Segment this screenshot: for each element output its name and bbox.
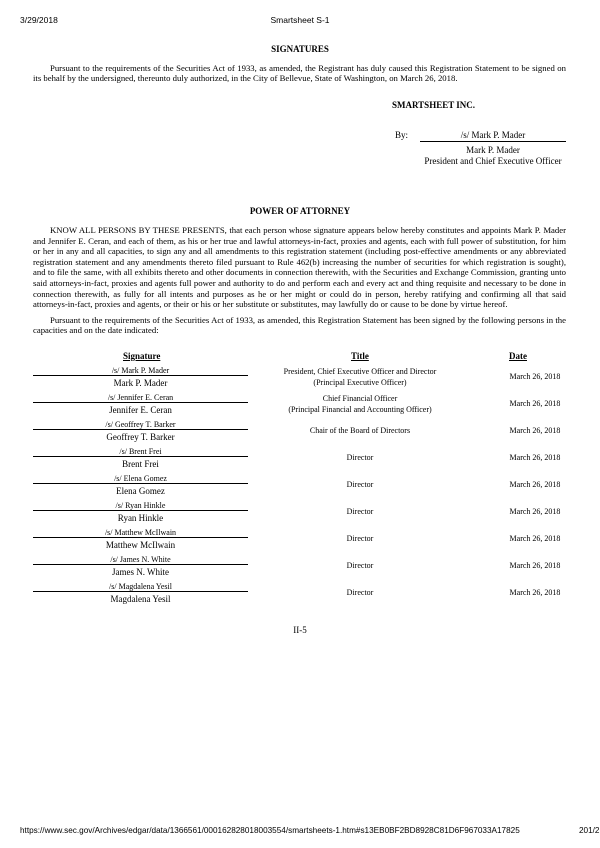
row-signature: /s/ Magdalena Yesil: [109, 582, 172, 591]
print-url[interactable]: https://www.sec.gov/Archives/edgar/data/1366561/000162828018003554/smartsheets-1.htm#s13EB0BF2BD8928C81D6F967033A17825: [20, 826, 520, 835]
row-name: Elena Gomez: [116, 486, 165, 496]
col-header-date: Date: [509, 351, 527, 361]
row-signature: /s/ James N. White: [110, 555, 171, 564]
row-title-line-1: Chair of the Board of Directors: [309, 426, 411, 435]
row-signature-line: [33, 510, 248, 511]
row-date: March 26, 2018: [509, 426, 561, 435]
row-title: [270, 367, 450, 388]
row-date: March 26, 2018: [509, 534, 561, 543]
row-name: Jennifer E. Ceran: [109, 405, 172, 415]
row-date: March 26, 2018: [509, 507, 561, 516]
company-name: SMARTSHEET INC.: [392, 100, 476, 110]
signatures-paragraph: Pursuant to the requirements of the Securities Act of 1933, as amended, the Registrant has duly caused this Registration Statement to be signed on its behalf by the undersigned, thereunto duly authorized, in the City of Bellevue, State of Washington, on March 26, 2018.: [33, 63, 566, 84]
poa-heading: POWER OF ATTORNEY: [249, 206, 351, 216]
row-signature-line: [33, 375, 248, 376]
print-page-count: 201/2: [579, 826, 600, 835]
row-title-line-2: (Principal Executive Officer): [313, 377, 407, 387]
row-signature-line: [33, 537, 248, 538]
row-title-line-1: Chief Financial Officer: [322, 394, 398, 403]
row-signature: /s/ Mark P. Mader: [111, 366, 170, 375]
row-title: [270, 588, 450, 599]
row-title: [270, 480, 450, 491]
print-doc-title: Smartsheet S-1: [270, 15, 330, 25]
row-signature-line: [33, 402, 248, 403]
row-date: March 26, 2018: [509, 588, 561, 597]
row-title-line-1: Director: [346, 480, 374, 489]
row-title-line-2: (Principal Financial and Accounting Officer): [288, 404, 432, 414]
row-signature: /s/ Matthew McIlwain: [104, 528, 177, 537]
row-signature-line: [33, 591, 248, 592]
poa-paragraph-2: Pursuant to the requirements of the Securities Act of 1933, as amended, this Registration Statement has been signed by the following persons in the capacities and on the date indicated:: [33, 315, 566, 336]
by-label: By:: [395, 130, 409, 140]
row-title-line-1: Director: [346, 507, 374, 516]
row-name: Mark P. Mader: [113, 378, 168, 388]
row-signature: /s/ Brent Frei: [119, 447, 162, 456]
by-signature-line: [420, 141, 566, 142]
row-title: [270, 534, 450, 545]
row-title: [270, 426, 450, 437]
row-signature-line: [33, 429, 248, 430]
row-name: Geoffrey T. Barker: [106, 432, 175, 442]
row-signature: /s/ Elena Gomez: [114, 474, 167, 483]
row-date: March 26, 2018: [509, 453, 561, 462]
row-date: March 26, 2018: [509, 372, 561, 381]
row-signature: /s/ Jennifer E. Ceran: [107, 393, 174, 402]
row-signature-line: [33, 564, 248, 565]
row-title-line-1: Director: [346, 561, 374, 570]
row-date: March 26, 2018: [509, 561, 561, 570]
col-header-title: Title: [351, 351, 369, 361]
row-name: Matthew McIlwain: [105, 540, 176, 550]
poa-paragraph-1: KNOW ALL PERSONS BY THESE PRESENTS, that each person whose signature appears below hereby constitutes and appoints Mark P. Mader and Jennifer E. Ceran, and each of them, as his or her true and lawful attorneys-in-fact, proxies and agents, each with full power of substitution, for him or her in any and all capacities, to sign any and all amendments to this registration statement (including post-effective amendments or any abbreviated registration statement and any amendments thereto filed pursuant to Rule 462(b) increasing the number of securities for which registration is sought), and to file the same, with all exhibits thereto and other documents in connection therewith, with the Securities and Exchange Commission, granting unto said attorneys-in-fact, proxies and agents full power and authority to do and perform each and every act and thing requisite and necessary to be done in connection therewith, as fully for all intents and purposes as he or her might or could do in person, hereby ratifying and confirming all that said attorneys-in-fact, proxies and agents, or their or his or her substitute or substitutes, may lawfully do or cause to be done by virtue hereof.: [33, 225, 566, 310]
row-title: [270, 453, 450, 464]
by-signature: /s/ Mark P. Mader: [460, 130, 526, 140]
row-signature-line: [33, 456, 248, 457]
row-name: Ryan Hinkle: [117, 513, 164, 523]
row-signature-line: [33, 483, 248, 484]
row-title-line-1: Director: [346, 534, 374, 543]
row-title: [270, 507, 450, 518]
row-title: [270, 561, 450, 572]
row-name: Brent Frei: [122, 459, 159, 469]
row-date: March 26, 2018: [509, 399, 561, 408]
by-name: Mark P. Mader: [466, 145, 520, 155]
row-title-line-1: Director: [346, 453, 374, 462]
row-title: [270, 394, 450, 415]
page-number: II-5: [293, 625, 307, 635]
row-title-line-1: Director: [346, 588, 374, 597]
row-name: James N. White: [111, 567, 170, 577]
row-signature: /s/ Geoffrey T. Barker: [105, 420, 176, 429]
row-signature: /s/ Ryan Hinkle: [115, 501, 166, 510]
row-title-line-1: President, Chief Executive Officer and Director: [283, 367, 437, 376]
col-header-signature: Signature: [123, 351, 161, 361]
row-name: Magdalena Yesil: [110, 594, 171, 604]
by-title: President and Chief Executive Officer: [424, 156, 562, 166]
print-date: 3/29/2018: [20, 15, 58, 25]
row-date: March 26, 2018: [509, 480, 561, 489]
signatures-heading: SIGNATURES: [271, 44, 329, 54]
